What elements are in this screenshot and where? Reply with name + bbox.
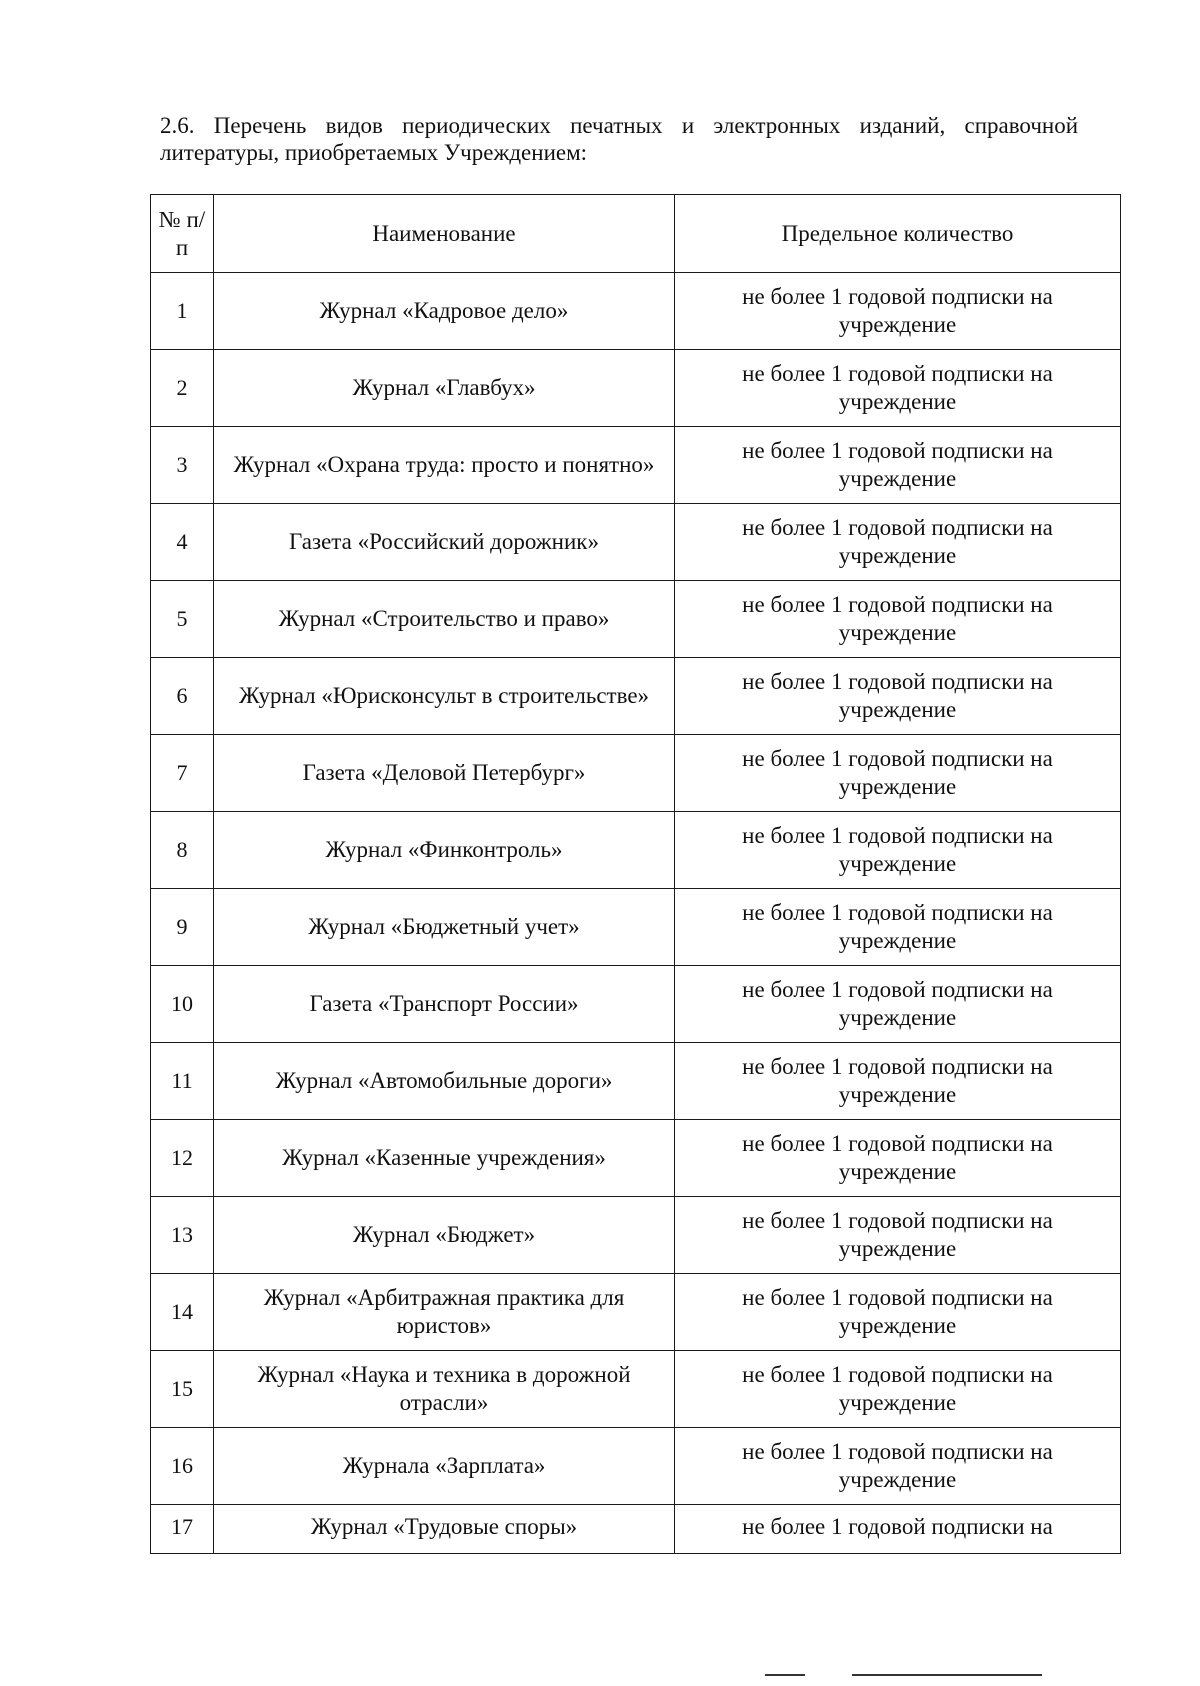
row-num: 17 [151,1505,214,1554]
row-name: Газета «Транспорт России» [214,966,675,1043]
table-header-row [151,195,1121,273]
row-name: Журнал «Наука и техника в дорожной отрасли» [214,1351,675,1428]
table-body [151,273,1121,1554]
table-row [151,812,1121,889]
table-row [151,1505,1121,1554]
row-quantity: не более 1 годовой подписки на учреждение [675,735,1121,812]
row-num: 2 [151,350,214,427]
row-name: Журнал «Главбух» [214,350,675,427]
row-num: 8 [151,812,214,889]
row-quantity: не более 1 годовой подписки на учреждение [675,1274,1121,1351]
table-row [151,1428,1121,1505]
row-quantity: не более 1 годовой подписки на учреждение [675,1197,1121,1274]
table-header [151,195,1121,273]
table-row [151,1043,1121,1120]
row-name: Журнал «Кадровое дело» [214,273,675,350]
table-row [151,1120,1121,1197]
table-row [151,1197,1121,1274]
row-name: Журнал «Бюджет» [214,1197,675,1274]
row-quantity: не более 1 годовой подписки на учреждение [675,273,1121,350]
row-name: Журнал «Арбитражная практика для юристов» [214,1274,675,1351]
row-quantity: не более 1 годовой подписки на [675,1505,1121,1554]
row-quantity: не более 1 годовой подписки на учреждение [675,427,1121,504]
row-name: Журнал «Автомобильные дороги» [214,1043,675,1120]
table-row [151,581,1121,658]
header-num: № п/п [151,195,214,273]
row-quantity: не более 1 годовой подписки на учреждение [675,1120,1121,1197]
row-quantity: не более 1 годовой подписки на учреждение [675,581,1121,658]
row-quantity: не более 1 годовой подписки на учреждение [675,1043,1121,1120]
table-row [151,1351,1121,1428]
footer-rule-long [852,1674,1042,1676]
row-name: Газета «Российский дорожник» [214,504,675,581]
table-row [151,504,1121,581]
row-num: 10 [151,966,214,1043]
row-num: 14 [151,1274,214,1351]
row-quantity: не более 1 годовой подписки на учреждение [675,504,1121,581]
table-row [151,273,1121,350]
row-name: Журнал «Юрисконсульт в строительстве» [214,658,675,735]
row-quantity: не более 1 годовой подписки на учреждение [675,1351,1121,1428]
publications-table [150,194,1121,1554]
table-row [151,658,1121,735]
table-row [151,1274,1121,1351]
row-quantity: не более 1 годовой подписки на учреждение [675,966,1121,1043]
row-num: 12 [151,1120,214,1197]
table-row [151,735,1121,812]
header-quantity: Предельное количество [675,195,1121,273]
table-row [151,966,1121,1043]
row-name: Журнал «Охрана труда: просто и понятно» [214,427,675,504]
row-name: Газета «Деловой Петербург» [214,735,675,812]
row-quantity: не более 1 годовой подписки на учреждение [675,658,1121,735]
row-num: 1 [151,273,214,350]
table-row [151,350,1121,427]
row-num: 9 [151,889,214,966]
row-num: 15 [151,1351,214,1428]
row-num: 4 [151,504,214,581]
row-num: 11 [151,1043,214,1120]
row-name: Журнала «Зарплата» [214,1428,675,1505]
row-name: Журнал «Строительство и право» [214,581,675,658]
row-quantity: не более 1 годовой подписки на учреждение [675,812,1121,889]
row-num: 13 [151,1197,214,1274]
table-row [151,889,1121,966]
row-num: 5 [151,581,214,658]
row-num: 16 [151,1428,214,1505]
row-name: Журнал «Трудовые споры» [214,1505,675,1554]
row-quantity: не более 1 годовой подписки на учреждение [675,1428,1121,1505]
row-name: Журнал «Казенные учреждения» [214,1120,675,1197]
row-name: Журнал «Финконтроль» [214,812,675,889]
row-num: 7 [151,735,214,812]
row-num: 6 [151,658,214,735]
section-intro-paragraph: 2.6. Перечень видов периодических печатных и электронных изданий, справочной литературы, приобретаемых Учреждением: [160,113,1078,165]
header-name: Наименование [214,195,675,273]
row-quantity: не более 1 годовой подписки на учреждение [675,350,1121,427]
row-name: Журнал «Бюджетный учет» [214,889,675,966]
row-num: 3 [151,427,214,504]
row-quantity: не более 1 годовой подписки на учреждение [675,889,1121,966]
table-row [151,427,1121,504]
footer-rule-short [765,1674,805,1676]
